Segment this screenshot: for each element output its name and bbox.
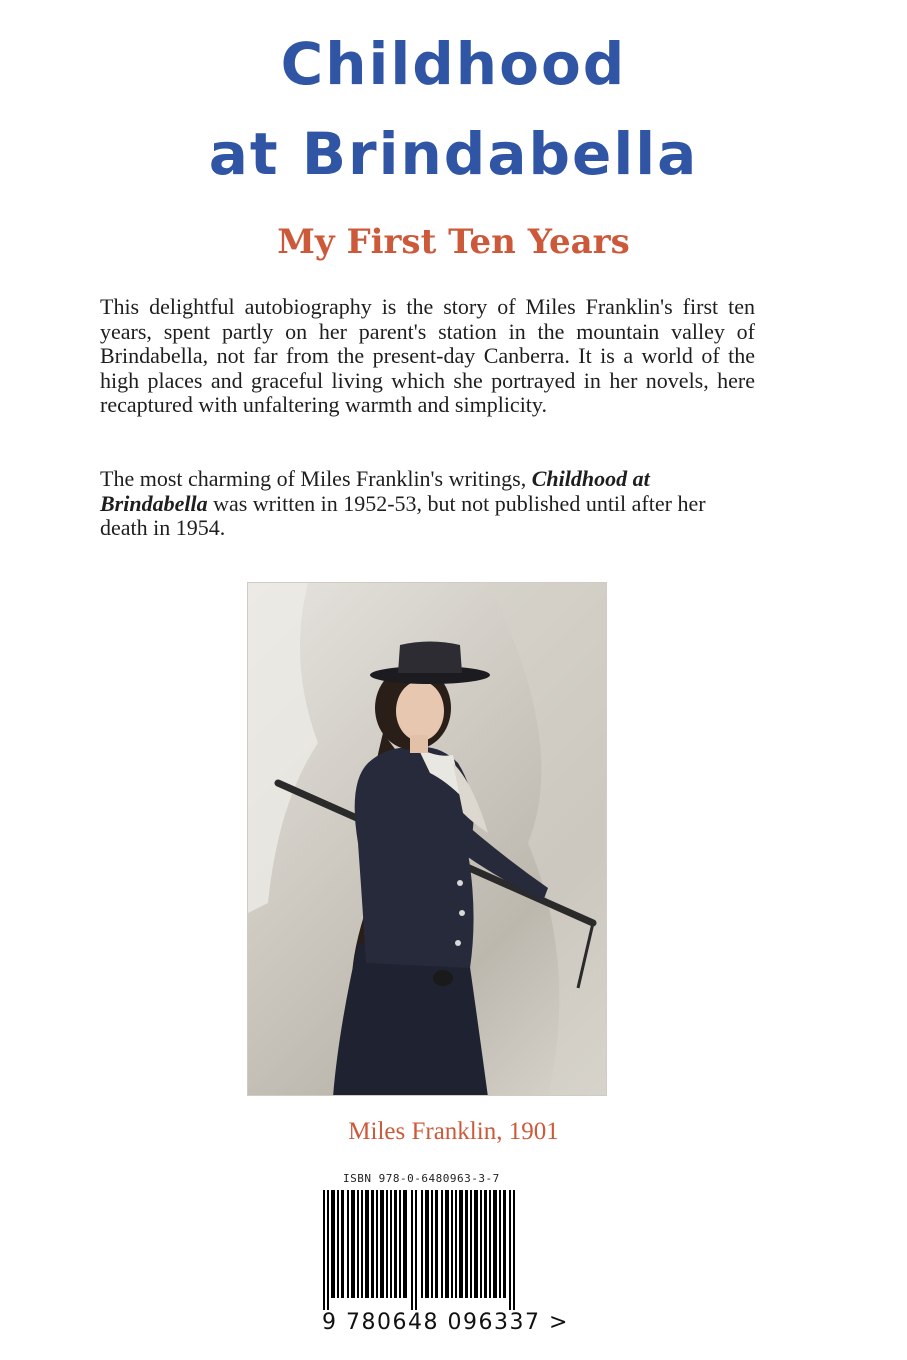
portrait-illustration bbox=[248, 583, 607, 1096]
title-line-2: at Brindabella bbox=[208, 120, 699, 188]
isbn-label: ISBN 978-0-6480963-3-7 bbox=[343, 1172, 500, 1185]
subtitle: My First Ten Years bbox=[277, 222, 630, 262]
blurb-paragraph-1: This delightful autobiography is the story of Miles Franklin's first ten years, spent partly on her parent's station in the mountain valley of Brindabella, not far from the present-day Canberra. It is a world of the high places and graceful living which she portrayed in her novels, here recaptured with unfaltering warmth and simplicity. bbox=[100, 294, 755, 417]
barcode-graphic bbox=[323, 1190, 523, 1310]
photo-caption: Miles Franklin, 1901 bbox=[348, 1118, 559, 1145]
blurb-paragraph-2-start: The most charming of Miles Franklin's writings, bbox=[100, 466, 532, 491]
title-line-1: Childhood bbox=[280, 30, 627, 98]
blurb-paragraph-2-end: was written in 1952-53, but not published until after her death in 1954. bbox=[100, 490, 706, 540]
book-title-inline: Childhood at Brindabella bbox=[100, 466, 650, 516]
author-portrait-photo bbox=[247, 582, 607, 1096]
isbn-barcode bbox=[323, 1190, 523, 1310]
blurb-paragraph-2 bbox=[100, 467, 755, 541]
barcode-digits: 9 780648 096337 > bbox=[322, 1310, 569, 1335]
